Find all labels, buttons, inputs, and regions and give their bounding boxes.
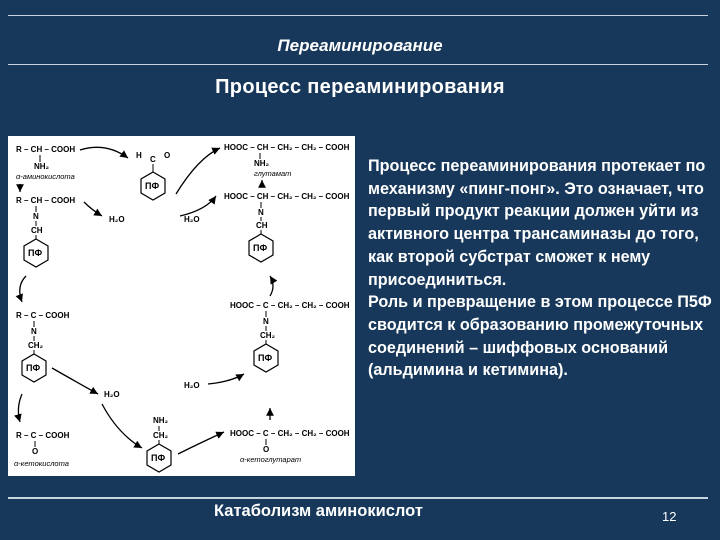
- glu-caption: глутамат: [254, 169, 292, 178]
- pf-label-4: ПФ: [26, 363, 41, 373]
- keto-formula: R – C – COOH: [16, 431, 70, 440]
- arrow-pm-to-akg: [178, 432, 224, 454]
- aa-nh2: NH₂: [34, 162, 50, 171]
- aldimine-n: N: [33, 212, 39, 221]
- footer-title: Катаболизм аминокислот: [214, 502, 423, 520]
- arrow-to-h2o-left: [84, 202, 102, 216]
- ketimine-formula: R – C – COOH: [16, 311, 70, 320]
- pf-label-6: ПФ: [151, 453, 166, 463]
- keto-caption: α-кетокислота: [14, 459, 69, 468]
- body-paragraph-1: Процесс переаминирования протекает по механизму «пинг-понг». Это означает, что первый продукт реакции должен уйти из активного центра трансаминазы до того, как второй субстрат сможет к нему присоединиться.: [368, 157, 706, 289]
- ketimine-ch2: CH₂: [28, 341, 44, 350]
- aldehyde-o: O: [164, 151, 171, 160]
- footer-rule: [8, 497, 708, 499]
- keto-o: O: [32, 447, 39, 456]
- akg-schiff-formula: HOOC – C – CH₂ – CH₂ – COOH: [230, 301, 350, 310]
- arrow-left-down: [20, 276, 26, 302]
- h2o-left: H₂O: [109, 215, 125, 224]
- akg-caption: α-кетоглутарат: [240, 455, 302, 464]
- h2o-bottom-mid: H₂O: [184, 381, 200, 390]
- arrow-left-lower-down: [18, 394, 22, 422]
- glu-schiff-n: N: [258, 208, 264, 217]
- aa-caption: α-аминокислота: [16, 172, 75, 181]
- glu-schiff-formula: HOOC – CH – CH₂ – CH₂ – COOH: [224, 192, 350, 201]
- pf-label-1: ПФ: [145, 181, 160, 191]
- glu-schiff-ch: CH: [256, 221, 268, 230]
- arrow-top-right: [176, 148, 220, 194]
- h2o-mid: H₂O: [184, 215, 200, 224]
- aldimine-ch: CH: [31, 226, 43, 235]
- pf-label-3: ПФ: [253, 243, 268, 253]
- title-rule: [8, 64, 708, 65]
- scheme-svg: [8, 136, 355, 476]
- arrow-right-up: [270, 276, 273, 296]
- page-number: 12: [662, 509, 677, 524]
- pf-label-2: ПФ: [28, 248, 43, 258]
- arrow-aa-to-aldehyde: [80, 147, 128, 158]
- pf-label-5: ПФ: [258, 353, 273, 363]
- aldehyde-c: C: [150, 155, 156, 164]
- aldimine-formula: R – CH – COOH: [16, 196, 76, 205]
- ketimine-n: N: [31, 327, 37, 336]
- body-paragraph-2: Роль и превращение в этом процессе П5Ф сводится к образованию промежуточных соединений – шиффовых оснований (альдимина и кетимина).: [368, 293, 712, 380]
- arrow-to-h2o-bottom-left: [52, 368, 98, 394]
- glu-nh2: NH₂: [254, 159, 270, 168]
- arrow-keto-to-pm: [102, 404, 142, 448]
- pm-ch2: CH₂: [153, 431, 169, 440]
- slide-title: Процесс переаминирования: [215, 76, 505, 98]
- pm-nh2: NH₂: [153, 416, 169, 425]
- h2o-bottom-left: H₂O: [104, 390, 120, 399]
- akg-formula: HOOC – C – CH₂ – CH₂ – COOH: [230, 429, 350, 438]
- akg-schiff-n: N: [263, 317, 269, 326]
- body-text: [368, 155, 713, 382]
- arrow-from-h2o-mid: [180, 196, 216, 216]
- akg-o: O: [263, 445, 270, 454]
- akg-schiff-ch2: CH₂: [260, 331, 276, 340]
- top-rule: [8, 15, 708, 16]
- transamination-scheme: [8, 136, 355, 476]
- glu-formula: HOOC – CH – CH₂ – CH₂ – COOH: [224, 143, 350, 152]
- section-title: Переаминирование: [277, 36, 443, 55]
- aldehyde-h: H: [136, 151, 142, 160]
- arrow-h2o-bottom-mid-to-right: [208, 374, 244, 384]
- aa-formula: R – CH – COOH: [16, 145, 76, 154]
